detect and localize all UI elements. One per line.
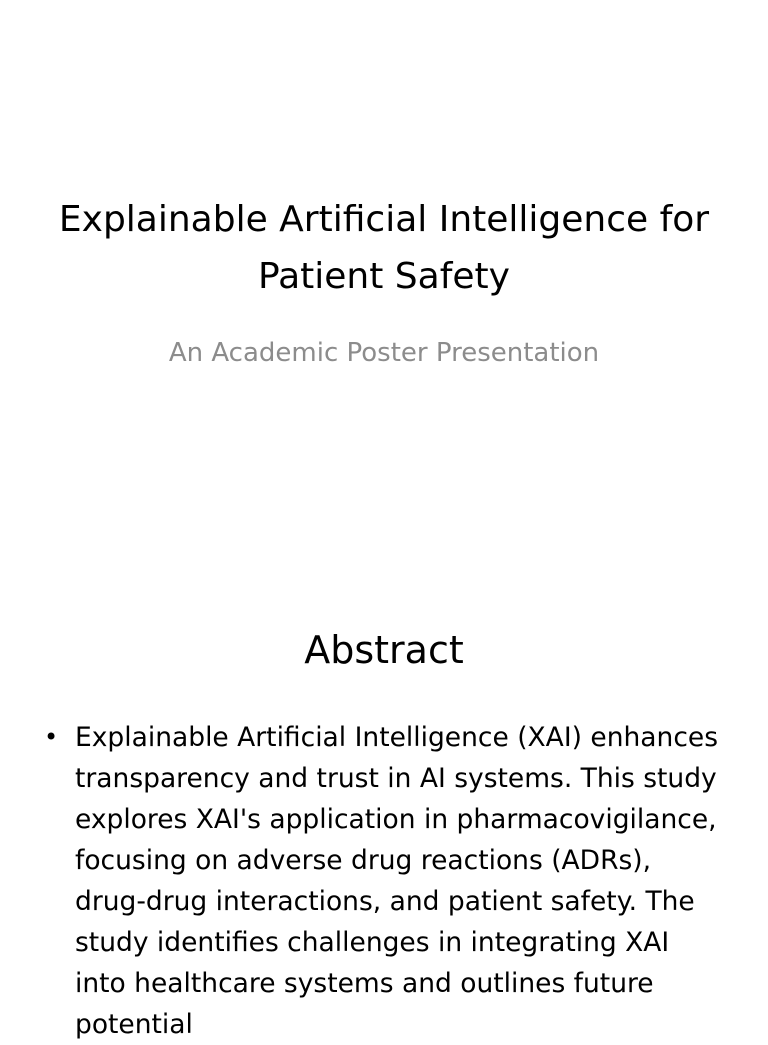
slide-title: Explainable Artificial Intelligence for Patient Safety (58, 199, 710, 297)
abstract-heading: Abstract (304, 628, 464, 672)
abstract-bullet-list (0, 717, 768, 1045)
slide-subtitle: An Academic Poster Presentation (168, 338, 600, 368)
bullet-dot-icon: • (44, 723, 59, 751)
abstract-bullet-text: Explainable Artificial Intelligence (XAI) enhances transparency and trust in AI systems. This study explores XAI's application in pharmacovigilance, focusing on adverse drug reactions (ADRs), drug-drug interactions, and patient safety. The study identifies challenges in integrating XAI into healthcare systems and outlines future potential (75, 722, 719, 1040)
abstract-bullet-item (44, 717, 720, 1045)
